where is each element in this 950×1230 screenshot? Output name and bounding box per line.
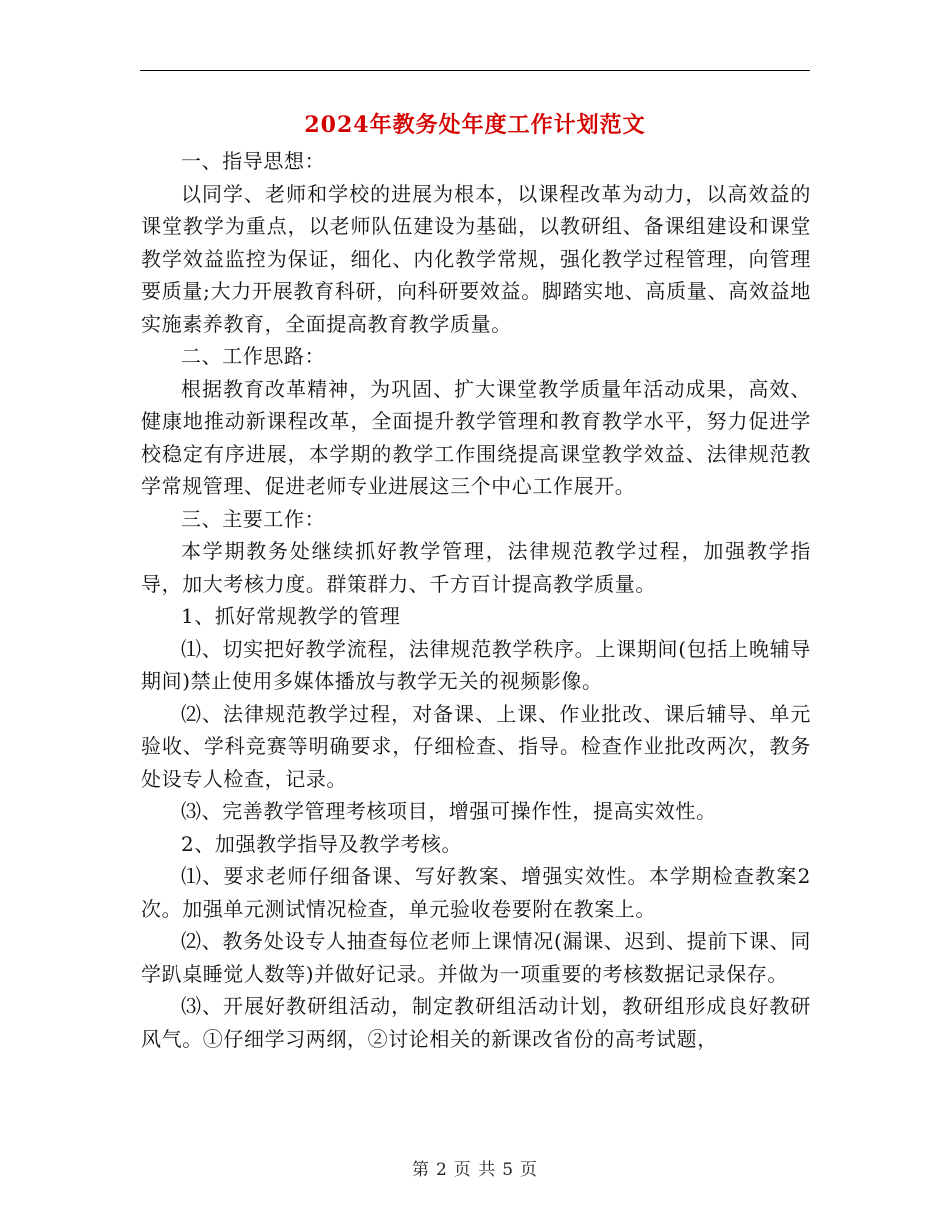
- footer-middle: 页 共: [453, 1160, 497, 1180]
- paragraph: 根据教育改革精神，为巩固、扩大课堂教学质量年活动成果，高效、健康地推动新课程改革，全面提升教学管理和教育教学水平，努力促进学校稳定有序进展，本学期的教学工作围绕提高课堂教学效益、法律规范教学常规管理、促进老师专业进展这三个中心工作展开。: [141, 376, 811, 498]
- list-item: ⑵、教务处设专人抽查每位老师上课情况(漏课、迟到、提前下课、同学趴桌睡觉人数等)并做好记录。并做为一项重要的考核数据记录保存。: [141, 929, 811, 986]
- footer-total-pages: 5: [502, 1160, 515, 1180]
- page-footer: [0, 1155, 950, 1180]
- paragraph: 以同学、老师和学校的进展为根本，以课程改革为动力，以高效益的课堂教学为重点，以老师队伍建设为基础，以教研组、备课组建设和课堂教学效益监控为保证，细化、内化教学常规，强化教学过程管理，向管理要质量;大力开展教育科研，向科研要效益。脚踏实地、高质量、高效益地实施素养教育，全面提高教育教学质量。: [141, 181, 811, 336]
- document-body: [141, 145, 811, 1055]
- list-item: ⑴、切实把好教学流程，法律规范教学秩序。上课期间(包括上晚辅导期间)禁止使用多媒体播放与教学无关的视频影像。: [141, 636, 811, 693]
- list-item: ⑶、完善教学管理考核项目，增强可操作性，提高实效性。: [181, 799, 717, 823]
- footer-page-number: 2: [435, 1160, 448, 1180]
- footer-suffix: 页: [520, 1160, 539, 1180]
- paragraph: 本学期教务处继续抓好教学管理，法律规范教学过程，加强教学指导，加大考核力度。群策群力、千方百计提高教学质量。: [141, 539, 811, 596]
- list-item: ⑴、要求老师仔细备课、写好教案、增强实效性。本学期检查教案2次。加强单元测试情况检查，单元验收卷要附在教案上。: [141, 864, 811, 921]
- section-heading-3: 三、主要工作：: [181, 506, 326, 531]
- section-heading-2: 二、工作思路：: [181, 344, 326, 368]
- document-title: 2024年教务处年度工作计划范文: [304, 112, 646, 138]
- subsection-heading-2: 2、加强教学指导及教学考核。: [181, 831, 463, 856]
- footer-prefix: 第: [411, 1160, 430, 1180]
- section-heading-1: 一、指导思想：: [181, 149, 326, 173]
- list-item: ⑵、法律规范教学过程，对备课、上课、作业批改、课后辅导、单元验收、学科竞赛等明确要求，仔细检查、指导。检查作业批改两次，教务处设专人检查，记录。: [141, 701, 811, 791]
- list-item: ⑶、开展好教研组活动，制定教研组活动计划，教研组形成良好教研风气。①仔细学习两纲，②讨论相关的新课改省份的高考试题，: [141, 994, 811, 1051]
- header-rule: [140, 70, 810, 71]
- subsection-heading-1: 1、抓好常规教学的管理: [181, 604, 401, 628]
